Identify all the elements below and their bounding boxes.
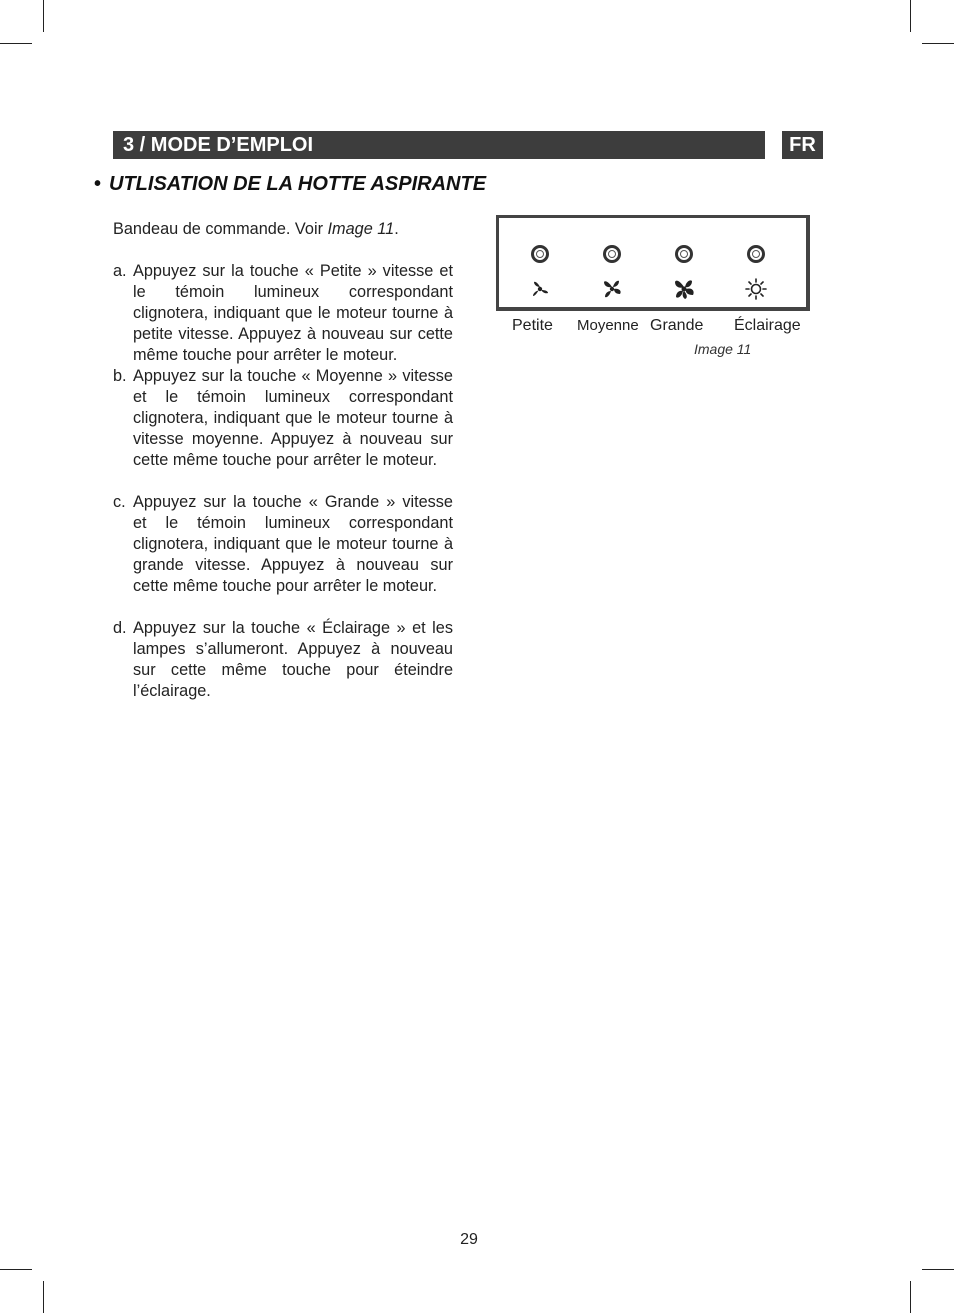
crop-mark: [43, 1281, 44, 1313]
panel-label-moyenne: Moyenne: [577, 317, 639, 334]
crop-mark: [910, 1281, 911, 1313]
section-title: [94, 173, 486, 196]
list-item-text: Appuyez sur la touche « Éclairage » et les lampes s’allumeront. Appuyez à nouveau sur cette même touche pour éteindre l’éclairage.: [133, 619, 453, 700]
button-moyenne: [603, 245, 621, 263]
bullet: •: [94, 173, 102, 195]
figure-caption: Image 11: [694, 341, 752, 357]
list-letter: c.: [113, 493, 126, 511]
fan-medium-icon: [600, 277, 624, 301]
crop-mark: [922, 1269, 954, 1270]
image-reference: Image 11: [327, 220, 395, 238]
list-item: [113, 261, 453, 366]
panel-label-petite: Petite: [512, 317, 553, 334]
crop-mark: [922, 43, 954, 44]
list-item-text: Appuyez sur la touche « Petite » vitesse et le témoin lumineux correspondant clignotera, indiquant que le moteur tourne à petite vitesse. Appuyez à nouveau sur cette même touche pour arrêter le moteur.: [133, 262, 453, 364]
crop-mark: [43, 0, 44, 32]
section-title-text: UTLISATION DE LA HOTTE ASPIRANTE: [109, 173, 487, 195]
list-item-text: Appuyez sur la touche « Grande » vitesse et le témoin lumineux correspondant clignotera, indiquant que le moteur tourne à grande vitesse. Appuyez à nouveau sur cette même touche pour arrêter le moteur.: [133, 493, 453, 595]
list-letter: b.: [113, 367, 127, 385]
light-bulb-icon: [744, 277, 768, 301]
button-grande: [675, 245, 693, 263]
page-number: 29: [460, 1231, 478, 1248]
intro-text: Bandeau de commande. Voir: [113, 220, 328, 238]
crop-mark: [0, 43, 32, 44]
button-eclairage: [747, 245, 765, 263]
fan-large-icon: [672, 277, 696, 301]
crop-mark: [910, 0, 911, 32]
chapter-header: 3 / MODE D’EMPLOI: [113, 131, 765, 159]
instructions-column: [113, 219, 453, 702]
list-item: [113, 618, 453, 702]
list-item-text: Appuyez sur la touche « Moyenne » vitesse et le témoin lumineux correspondant clignotera, indiquant que le moteur tourne à vitesse moyenne. Appuyez à nouveau sur cette même touche pour arrêter le moteur.: [133, 367, 453, 469]
language-badge: FR: [782, 131, 823, 159]
list-letter: d.: [113, 619, 127, 637]
crop-mark: [0, 1269, 32, 1270]
button-petite: [531, 245, 549, 263]
intro-paragraph: [113, 219, 453, 240]
panel-label-grande: Grande: [650, 317, 704, 334]
fan-small-icon: [528, 277, 552, 301]
list-item: [113, 492, 453, 597]
intro-end: .: [394, 220, 399, 238]
list-letter: a.: [113, 262, 127, 280]
list-item: [113, 366, 453, 471]
control-panel-figure: [496, 215, 810, 311]
panel-label-eclairage: Éclairage: [734, 317, 801, 334]
